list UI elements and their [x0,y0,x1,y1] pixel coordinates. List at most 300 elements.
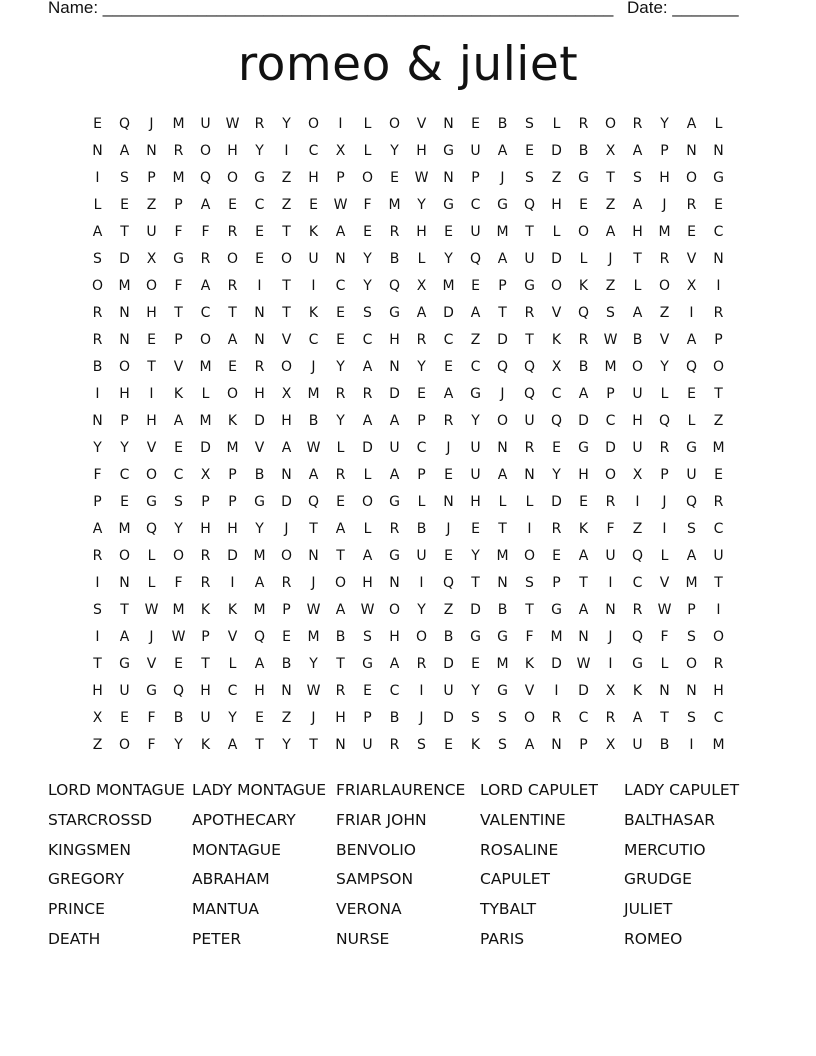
grid-letter[interactable]: G [146,494,157,510]
grid-letter[interactable]: G [470,386,481,402]
grid-letter[interactable]: O [172,548,185,564]
grid-letter[interactable]: C [173,467,184,483]
grid-letter[interactable]: Y [471,548,480,564]
grid-letter[interactable]: O [631,359,644,375]
grid-letter[interactable]: S [606,305,615,321]
grid-letter[interactable]: Q [523,359,536,375]
grid-letter[interactable]: P [417,413,426,429]
grid-letter[interactable]: P [687,602,696,618]
grid-letter[interactable]: V [173,359,184,375]
grid-letter[interactable]: D [551,494,562,510]
grid-letter[interactable]: G [497,629,508,645]
grid-letter[interactable]: D [578,413,589,429]
grid-letter[interactable]: R [632,602,643,618]
grid-letter[interactable]: Z [443,602,454,618]
grid-letter[interactable]: I [716,602,721,618]
grid-letter[interactable]: R [578,116,589,132]
grid-letter[interactable]: H [713,683,724,699]
grid-letter[interactable]: S [93,251,102,267]
grid-letter[interactable]: G [443,197,454,213]
grid-letter[interactable]: M [226,440,239,456]
grid-letter[interactable]: T [498,521,507,537]
grid-letter[interactable]: D [443,305,454,321]
grid-letter[interactable]: T [525,224,534,240]
grid-letter[interactable]: H [416,143,427,159]
grid-letter[interactable]: R [416,332,427,348]
grid-letter[interactable]: S [525,170,534,186]
grid-letter[interactable]: N [281,683,292,699]
grid-letter[interactable]: D [389,386,400,402]
grid-letter[interactable]: W [144,602,159,618]
grid-letter[interactable]: C [713,710,724,726]
grid-letter[interactable]: E [714,197,723,213]
grid-letter[interactable]: O [577,224,590,240]
grid-letter[interactable]: Q [199,170,212,186]
grid-letter[interactable]: A [632,143,643,159]
grid-letter[interactable]: A [686,116,697,132]
grid-letter[interactable]: X [605,683,616,699]
grid-letter[interactable]: O [145,467,158,483]
grid-letter[interactable]: I [608,656,613,672]
grid-letter[interactable]: M [307,629,320,645]
grid-letter[interactable]: X [632,467,643,483]
grid-letter[interactable]: E [579,494,588,510]
grid-letter[interactable]: P [120,413,129,429]
grid-letter[interactable]: R [659,440,670,456]
grid-letter[interactable]: Q [253,629,266,645]
grid-letter[interactable]: L [93,197,102,213]
grid-letter[interactable]: Z [470,332,481,348]
grid-letter[interactable]: A [578,386,589,402]
grid-letter[interactable]: R [578,332,589,348]
grid-letter[interactable]: I [149,386,154,402]
grid-letter[interactable]: B [497,602,508,618]
grid-letter[interactable]: E [282,629,291,645]
grid-letter[interactable]: R [92,305,103,321]
grid-letter[interactable]: J [284,521,289,537]
grid-letter[interactable]: L [660,386,669,402]
grid-letter[interactable]: W [360,602,375,618]
grid-letter[interactable]: W [414,170,429,186]
grid-letter[interactable]: G [443,143,454,159]
grid-letter[interactable]: Q [658,413,671,429]
grid-letter[interactable]: A [389,413,400,429]
grid-letter[interactable]: E [552,440,561,456]
grid-letter[interactable]: R [92,548,103,564]
grid-letter[interactable]: S [498,710,507,726]
grid-letter[interactable]: F [363,197,372,213]
grid-letter[interactable]: W [603,332,618,348]
grid-letter[interactable]: C [389,683,400,699]
grid-letter[interactable]: Q [631,548,644,564]
grid-letter[interactable]: R [686,197,697,213]
grid-letter[interactable]: S [687,629,696,645]
grid-letter[interactable]: J [149,116,154,132]
grid-letter[interactable]: Y [93,440,102,456]
grid-letter[interactable]: N [308,548,319,564]
grid-letter[interactable]: W [306,440,321,456]
grid-letter[interactable]: T [120,602,129,618]
grid-letter[interactable]: E [120,494,129,510]
grid-letter[interactable]: T [255,737,264,753]
grid-letter[interactable]: E [444,737,453,753]
grid-letter[interactable]: U [119,683,130,699]
grid-letter[interactable]: O [118,359,131,375]
grid-letter[interactable]: T [498,305,507,321]
grid-letter[interactable]: U [146,224,157,240]
grid-letter[interactable]: O [199,143,212,159]
grid-letter[interactable]: V [227,629,238,645]
grid-letter[interactable]: P [552,575,561,591]
grid-letter[interactable]: L [147,575,156,591]
grid-letter[interactable]: P [660,467,669,483]
grid-letter[interactable]: W [657,602,672,618]
grid-letter[interactable]: M [253,602,266,618]
grid-letter[interactable]: H [389,629,400,645]
grid-letter[interactable]: T [633,251,642,267]
grid-letter[interactable]: G [389,494,400,510]
grid-letter[interactable]: I [419,683,424,699]
grid-letter[interactable]: C [254,197,265,213]
grid-letter[interactable]: E [390,170,399,186]
grid-letter[interactable]: C [200,305,211,321]
grid-letter[interactable]: R [335,683,346,699]
grid-letter[interactable]: C [362,332,373,348]
grid-letter[interactable]: N [389,575,400,591]
grid-letter[interactable]: G [497,683,508,699]
grid-letter[interactable]: H [470,494,481,510]
grid-letter[interactable]: H [335,710,346,726]
grid-letter[interactable]: E [228,359,237,375]
grid-letter[interactable]: H [119,386,130,402]
grid-letter[interactable]: E [255,251,264,267]
grid-letter[interactable]: K [524,656,535,672]
grid-letter[interactable]: N [443,494,454,510]
grid-letter[interactable]: H [200,683,211,699]
grid-letter[interactable]: M [496,548,509,564]
grid-letter[interactable]: X [551,359,562,375]
grid-letter[interactable]: S [417,737,426,753]
grid-letter[interactable]: J [500,170,505,186]
grid-letter[interactable]: K [551,332,562,348]
grid-letter[interactable]: X [92,710,103,726]
grid-letter[interactable]: L [525,494,534,510]
grid-letter[interactable]: K [227,602,238,618]
grid-letter[interactable]: A [524,737,535,753]
grid-letter[interactable]: I [230,575,235,591]
grid-letter[interactable]: M [172,602,185,618]
grid-letter[interactable]: D [551,656,562,672]
grid-letter[interactable]: C [119,467,130,483]
grid-letter[interactable]: V [146,440,157,456]
grid-letter[interactable]: A [362,359,373,375]
grid-letter[interactable]: A [254,575,265,591]
grid-letter[interactable]: G [362,656,373,672]
grid-letter[interactable]: A [227,332,238,348]
grid-letter[interactable]: J [311,359,316,375]
grid-letter[interactable]: O [280,548,293,564]
grid-letter[interactable]: B [308,413,319,429]
grid-letter[interactable]: O [226,251,239,267]
grid-letter[interactable]: M [712,440,725,456]
grid-letter[interactable]: B [92,359,103,375]
grid-letter[interactable]: A [92,521,103,537]
grid-letter[interactable]: G [389,305,400,321]
grid-letter[interactable]: M [496,224,509,240]
grid-letter[interactable]: T [309,737,318,753]
grid-letter[interactable]: I [338,116,343,132]
grid-letter[interactable]: Y [417,359,426,375]
grid-letter[interactable]: A [497,143,508,159]
grid-letter[interactable]: E [444,359,453,375]
grid-letter[interactable]: F [174,278,183,294]
grid-letter[interactable]: G [146,683,157,699]
grid-letter[interactable]: M [172,170,185,186]
grid-letter[interactable]: F [147,737,156,753]
grid-letter[interactable]: I [257,278,262,294]
grid-letter[interactable]: U [686,467,697,483]
grid-letter[interactable]: K [200,737,211,753]
grid-letter[interactable]: I [716,278,721,294]
grid-letter[interactable]: A [92,224,103,240]
grid-letter[interactable]: Y [552,467,561,483]
grid-letter[interactable]: O [361,494,374,510]
grid-letter[interactable]: Q [145,521,158,537]
grid-letter[interactable]: T [579,575,588,591]
grid-letter[interactable]: A [227,737,238,753]
grid-letter[interactable]: A [119,143,130,159]
grid-letter[interactable]: U [200,116,211,132]
grid-letter[interactable]: U [470,440,481,456]
grid-letter[interactable]: O [226,386,239,402]
grid-letter[interactable]: P [228,467,237,483]
grid-letter[interactable]: O [604,467,617,483]
grid-letter[interactable]: G [173,251,184,267]
grid-letter[interactable]: I [662,521,667,537]
grid-letter[interactable]: M [442,278,455,294]
grid-letter[interactable]: L [552,116,561,132]
grid-letter[interactable]: C [578,710,589,726]
grid-letter[interactable]: Y [471,683,480,699]
grid-letter[interactable]: H [659,170,670,186]
grid-letter[interactable]: J [608,629,613,645]
grid-letter[interactable]: T [147,359,156,375]
grid-letter[interactable]: P [201,494,210,510]
grid-letter[interactable]: W [225,116,240,132]
grid-letter[interactable]: Z [605,278,616,294]
grid-letter[interactable]: X [686,278,697,294]
grid-letter[interactable]: Q [172,683,185,699]
grid-letter[interactable]: C [713,521,724,537]
grid-letter[interactable]: E [120,197,129,213]
grid-letter[interactable]: F [606,521,615,537]
grid-letter[interactable]: H [146,305,157,321]
grid-letter[interactable]: M [550,629,563,645]
grid-letter[interactable]: E [444,548,453,564]
grid-letter[interactable]: A [578,548,589,564]
grid-letter[interactable]: Q [118,116,131,132]
grid-letter[interactable]: H [227,143,238,159]
grid-letter[interactable]: F [174,224,183,240]
grid-letter[interactable]: D [443,656,454,672]
grid-letter[interactable]: C [470,359,481,375]
grid-letter[interactable]: K [632,683,643,699]
grid-letter[interactable]: P [228,494,237,510]
grid-letter[interactable]: N [281,467,292,483]
grid-letter[interactable]: X [416,278,427,294]
grid-letter[interactable]: C [416,440,427,456]
grid-letter[interactable]: Z [713,413,724,429]
grid-letter[interactable]: E [444,467,453,483]
grid-letter[interactable]: C [335,278,346,294]
grid-letter[interactable]: D [362,440,373,456]
grid-letter[interactable]: J [608,251,613,267]
grid-letter[interactable]: E [363,683,372,699]
grid-letter[interactable]: F [525,629,534,645]
grid-letter[interactable]: U [443,683,454,699]
grid-letter[interactable]: L [498,494,507,510]
grid-letter[interactable]: H [146,413,157,429]
grid-letter[interactable]: L [363,116,372,132]
grid-letter[interactable]: I [95,170,100,186]
grid-letter[interactable]: U [389,440,400,456]
grid-letter[interactable]: N [92,143,103,159]
grid-letter[interactable]: Q [307,494,320,510]
name-field-label[interactable]: Name: ______________________________________________________ [48,0,614,17]
grid-letter[interactable]: J [662,197,667,213]
grid-letter[interactable]: I [95,575,100,591]
grid-letter[interactable]: S [498,737,507,753]
grid-letter[interactable]: Y [255,143,264,159]
grid-letter[interactable]: O [685,656,698,672]
grid-letter[interactable]: L [336,440,345,456]
grid-letter[interactable]: S [363,305,372,321]
grid-letter[interactable]: Z [146,197,157,213]
grid-letter[interactable]: M [199,413,212,429]
grid-letter[interactable]: E [336,332,345,348]
grid-letter[interactable]: Z [632,521,643,537]
grid-letter[interactable]: A [632,197,643,213]
grid-letter[interactable]: E [471,278,480,294]
grid-letter[interactable]: M [712,737,725,753]
grid-letter[interactable]: V [146,656,157,672]
grid-letter[interactable]: G [524,278,535,294]
grid-letter[interactable]: T [660,710,669,726]
grid-letter[interactable]: N [497,575,508,591]
grid-letter[interactable]: Y [363,278,372,294]
grid-letter[interactable]: E [174,656,183,672]
grid-letter[interactable]: A [416,305,427,321]
grid-letter[interactable]: X [605,737,616,753]
grid-letter[interactable]: M [658,224,671,240]
grid-letter[interactable]: A [335,602,346,618]
grid-letter[interactable]: P [606,386,615,402]
grid-letter[interactable]: M [604,359,617,375]
grid-letter[interactable]: F [93,467,102,483]
grid-letter[interactable]: V [281,332,292,348]
grid-letter[interactable]: N [335,737,346,753]
grid-letter[interactable]: A [200,197,211,213]
grid-letter[interactable]: B [281,656,292,672]
grid-letter[interactable]: N [92,413,103,429]
grid-letter[interactable]: E [255,710,264,726]
grid-letter[interactable]: D [497,332,508,348]
grid-letter[interactable]: A [308,467,319,483]
grid-letter[interactable]: T [228,305,237,321]
grid-letter[interactable]: E [714,467,723,483]
grid-letter[interactable]: P [201,629,210,645]
grid-letter[interactable]: A [578,602,589,618]
grid-letter[interactable]: P [471,170,480,186]
grid-letter[interactable]: H [551,197,562,213]
grid-letter[interactable]: U [470,467,481,483]
grid-letter[interactable]: U [632,440,643,456]
grid-letter[interactable]: E [147,332,156,348]
grid-letter[interactable]: G [632,656,643,672]
grid-letter[interactable]: Y [363,251,372,267]
grid-letter[interactable]: H [254,386,265,402]
grid-letter[interactable]: U [308,251,319,267]
grid-letter[interactable]: U [200,710,211,726]
grid-letter[interactable]: Y [282,116,291,132]
grid-letter[interactable]: O [550,278,563,294]
grid-letter[interactable]: Y [255,521,264,537]
grid-letter[interactable]: H [92,683,103,699]
grid-letter[interactable]: C [551,386,562,402]
grid-letter[interactable]: C [308,143,319,159]
grid-letter[interactable]: N [497,440,508,456]
grid-letter[interactable]: A [389,656,400,672]
grid-letter[interactable]: R [335,386,346,402]
grid-letter[interactable]: N [686,143,697,159]
grid-letter[interactable]: H [308,170,319,186]
grid-letter[interactable]: F [147,710,156,726]
grid-letter[interactable]: Y [417,197,426,213]
grid-letter[interactable]: S [525,116,534,132]
grid-letter[interactable]: Y [309,656,318,672]
grid-letter[interactable]: M [118,521,131,537]
grid-letter[interactable]: R [389,521,400,537]
grid-letter[interactable]: V [551,305,562,321]
grid-letter[interactable]: Q [496,359,509,375]
grid-letter[interactable]: R [227,278,238,294]
grid-letter[interactable]: R [200,575,211,591]
grid-letter[interactable]: W [171,629,186,645]
grid-letter[interactable]: K [308,224,319,240]
grid-letter[interactable]: P [93,494,102,510]
grid-letter[interactable]: P [174,332,183,348]
grid-letter[interactable]: Q [442,575,455,591]
grid-letter[interactable]: X [335,143,346,159]
grid-letter[interactable]: T [336,548,345,564]
grid-letter[interactable]: A [470,305,481,321]
grid-letter[interactable]: I [419,575,424,591]
date-field-label[interactable]: Date: _______ [627,0,739,17]
grid-letter[interactable]: G [389,548,400,564]
grid-letter[interactable]: T [309,521,318,537]
grid-letter[interactable]: L [633,278,642,294]
grid-letter[interactable]: E [120,710,129,726]
grid-letter[interactable]: E [579,197,588,213]
grid-letter[interactable]: T [714,386,723,402]
grid-letter[interactable]: Z [551,170,562,186]
grid-letter[interactable]: H [200,521,211,537]
grid-letter[interactable]: S [174,494,183,510]
grid-letter[interactable]: N [659,683,670,699]
grid-letter[interactable]: Q [685,494,698,510]
grid-letter[interactable]: N [146,143,157,159]
grid-letter[interactable]: Q [469,251,482,267]
